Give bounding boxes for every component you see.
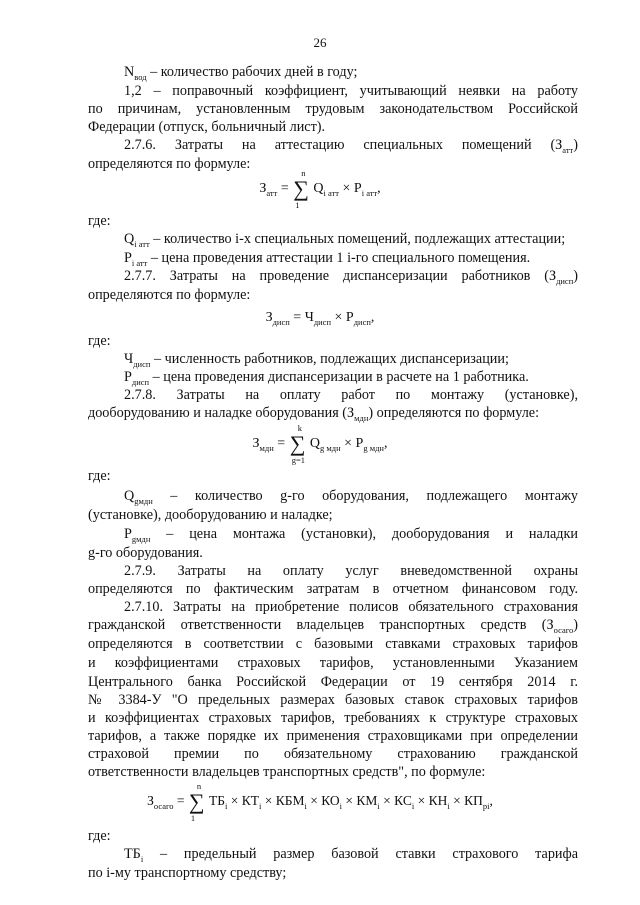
text-line: тарифов, а также порядке их применения страховщиками при определении <box>88 728 578 744</box>
symbol: , <box>383 436 388 452</box>
subscript: i <box>224 800 228 811</box>
symbol: × <box>383 793 391 809</box>
text-line: где: <box>88 333 111 349</box>
symbol: P <box>345 310 354 325</box>
formula-mounting <box>0 423 640 465</box>
subscript: дисп <box>272 316 290 327</box>
text-fragment: гражданской ответственности владельцев транспортных средств (З <box>88 617 554 633</box>
text-line: по причинам, установленным трудовым законодательством Российской <box>88 101 578 117</box>
page-number: 26 <box>313 35 327 50</box>
subscript: g мдн <box>320 443 341 454</box>
text-fragment: дооборудованию и наладке оборудования (З <box>88 405 355 421</box>
symbol: , <box>377 181 381 197</box>
subscript: мдн <box>354 412 369 423</box>
subscript: i <box>304 800 307 811</box>
subscript: атт <box>562 144 574 155</box>
sum-sign: ∑ <box>289 431 306 456</box>
subscript: i атт <box>361 188 378 199</box>
subscript: дисп <box>131 376 150 387</box>
text-line: 2.7.8. Затраты на оплату работ по монтажу (установке), <box>124 387 578 403</box>
symbol: × <box>264 793 273 809</box>
text-line: определяются в соответствии с базовыми ставками страховых тарифов <box>88 636 578 652</box>
symbol: P <box>124 526 132 542</box>
text-line: где: <box>88 213 111 229</box>
subscript: дисп <box>133 358 151 369</box>
symbol: Q <box>124 231 135 247</box>
symbol: КТ <box>241 793 259 809</box>
symbol: Q <box>309 436 320 452</box>
subscript: i атт <box>131 257 148 268</box>
text-fragment: – цена проведения диспансеризации в расчете на 1 работника. <box>152 369 529 385</box>
text-line: страховой премии по обязательному страхованию гражданской <box>88 746 578 762</box>
text-fragment: – цена монтажа (установки), дооборудования и наладки <box>166 526 578 542</box>
text-fragment: – численность работников, подлежащих диспансеризации; <box>153 351 509 367</box>
subscript: атт <box>266 188 278 199</box>
symbol: = <box>277 436 286 452</box>
symbol: З <box>147 793 154 809</box>
symbol: КБМ <box>275 793 305 809</box>
subscript: i <box>258 800 262 811</box>
symbol: З <box>265 310 273 325</box>
text-fragment: 2.7.6. Затраты на аттестацию специальных помещений (З <box>124 137 563 153</box>
symbol: Q <box>124 488 135 504</box>
text-fragment: – предельный размер базовой ставки страхового тарифа <box>160 846 578 862</box>
text-line: № 3384-У "О предельных размерах базовых ставок страховых тарифов <box>88 692 578 708</box>
text-line: по i-му транспортному средству; <box>88 865 287 881</box>
text-line: Федерации (отпуск, больничный лист). <box>88 119 326 135</box>
text-line: где: <box>88 468 111 484</box>
subscript: i <box>411 800 415 811</box>
subscript: осаго <box>553 624 574 635</box>
text-fragment: 2.7.7. Затраты на проведение диспансеризации работников (З <box>124 268 557 284</box>
symbol: ТБ <box>208 793 225 809</box>
symbol: З <box>259 181 267 197</box>
sum-symbol <box>188 781 205 823</box>
subscript: i <box>339 800 343 811</box>
text-line: определяются по формуле: <box>88 287 251 303</box>
text-line: и коэффициентами страховых тарифов, установленными Указанием <box>88 655 578 671</box>
symbol: КН <box>428 793 448 809</box>
text-line: ответственности владельцев транспортных средств", по формуле: <box>88 764 486 780</box>
subscript: g мдн <box>363 443 384 454</box>
symbol: × <box>453 793 461 809</box>
symbol-N: N <box>124 64 135 80</box>
subscript: осаго <box>153 800 174 811</box>
text-fragment: ) <box>573 617 578 633</box>
text-line: g-го оборудования. <box>88 545 203 561</box>
subscript: gмдн <box>134 495 153 506</box>
symbol: Q <box>313 181 324 197</box>
symbol: P <box>124 250 132 266</box>
text-fragment: – количество рабочих дней в году; <box>150 64 358 80</box>
symbol: КС <box>394 793 412 809</box>
subscript: i <box>377 800 380 811</box>
symbol: КП <box>464 793 483 809</box>
subscript: вод <box>134 71 147 82</box>
text-line: где: <box>88 828 111 844</box>
text-line: Центрального банка Российской Федерации от 19 сентября 2014 г. <box>88 674 578 690</box>
subscript: i <box>140 853 144 864</box>
text-line: и коэффициентах страховых тарифов, требованиях к структуре страховых <box>88 710 578 726</box>
sum-symbol <box>289 423 306 465</box>
subscript: мдн <box>259 443 274 454</box>
sum-lower: 1 <box>295 200 300 210</box>
symbol: КМ <box>356 793 378 809</box>
symbol: ТБ <box>124 846 141 862</box>
subscript: дисп <box>313 316 332 327</box>
sum-symbol <box>293 168 309 210</box>
formula-osago <box>0 781 640 823</box>
symbol: × <box>230 793 239 809</box>
symbol: × <box>342 181 351 197</box>
subscript: i <box>447 800 450 811</box>
text-fragment: – количество i-х специальных помещений, подлежащих аттестации; <box>153 231 566 247</box>
symbol: З <box>252 436 260 452</box>
symbol: Ч <box>304 310 314 325</box>
symbol: P <box>124 369 132 385</box>
subscript: i атт <box>323 188 339 199</box>
text-line: 1,2 – поправочный коэффициент, учитывающий неявки на работу <box>124 83 578 99</box>
text-line: определяются по фактическим затратам в отчетном финансовом году. <box>88 581 578 597</box>
sum-lower: 1 <box>190 813 196 823</box>
symbol: = <box>176 793 185 809</box>
text-fragment: ) <box>573 137 578 153</box>
subscript: дисп <box>556 275 574 286</box>
text-line: 2.7.9. Затраты на оплату услуг вневедомственной охраны <box>124 563 578 579</box>
subscript: gмдн <box>131 533 151 544</box>
sum-lower: g=1 <box>291 455 305 465</box>
symbol: = <box>280 181 289 197</box>
sum-upper: k <box>297 423 302 433</box>
symbol: КО <box>321 793 340 809</box>
sum-sign: ∑ <box>188 789 205 814</box>
text-line: (установке), дооборудованию и наладке; <box>88 507 333 523</box>
formula-attestation <box>0 168 640 210</box>
symbol: , <box>489 793 493 809</box>
text-line <box>88 405 578 427</box>
subscript: i атт <box>134 238 150 249</box>
symbol: × <box>345 793 354 809</box>
text-line: определяются по формуле: <box>88 156 251 172</box>
symbol: , <box>370 310 375 325</box>
symbol: × <box>334 310 343 325</box>
subscript: дисп <box>353 316 371 327</box>
text-fragment: – цена проведения аттестации 1 i-го специального помещения. <box>150 250 531 266</box>
symbol: × <box>310 793 318 809</box>
symbol: × <box>344 436 353 452</box>
sum-upper: n <box>196 781 202 791</box>
formula-dispensary <box>0 310 640 327</box>
symbol: = <box>293 310 302 325</box>
sum-upper: n <box>301 168 306 178</box>
symbol: P <box>353 181 362 197</box>
text-line: 2.7.10. Затраты на приобретение полисов обязательного страхования <box>124 599 578 615</box>
text-fragment: ) <box>573 268 578 284</box>
text-fragment: – количество g-го оборудования, подлежащего монтажу <box>170 488 579 504</box>
symbol: × <box>417 793 426 809</box>
symbol: Ч <box>124 351 134 367</box>
text-fragment: ) определяются по формуле: <box>368 405 540 421</box>
sum-sign: ∑ <box>293 176 309 201</box>
subscript: pi <box>482 800 490 811</box>
symbol: P <box>355 436 364 452</box>
